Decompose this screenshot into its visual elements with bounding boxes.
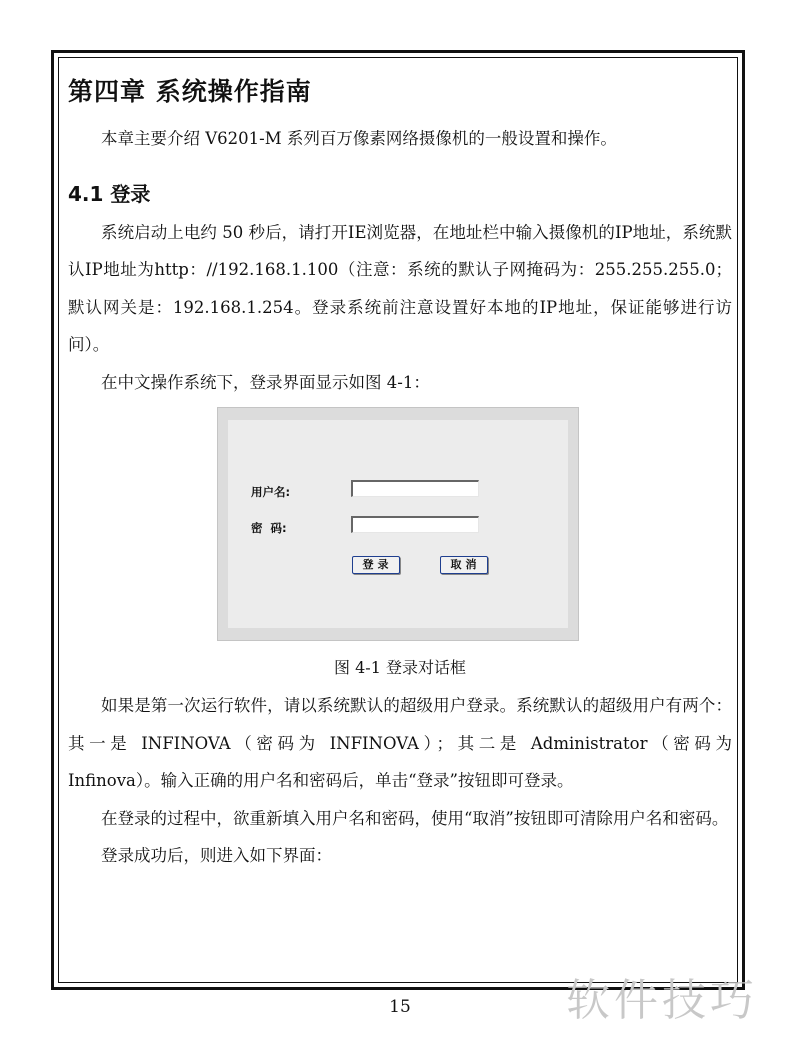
password-label: 密 码: [251,521,287,535]
after-login-paragraph: 登录成功后，则进入如下界面： [101,846,332,865]
watermark-text: 软件技巧 [566,975,758,1026]
figure-intro-paragraph: 在中文操作系统下，登录界面显示如图 4-1： [101,372,430,392]
login-dialog-panel [228,420,568,628]
figure-login-dialog [68,407,732,653]
page-number: 15 [389,997,411,1017]
username-label: 用户名: [251,485,291,499]
login-dialog [217,407,579,641]
login-instructions-paragraph: 系统启动上电约 50 秒后，请打开IE浏览器，在地址栏中输入摄像机的IP地址，系统默认IP地址为http：//192.168.1.100（注意：系统的默认子网掩码为：255.255.255.0；默认网关是：192.168.1.254。登录系统前注意设置好本地的IP地址，保证能够进行访问）。 [68,222,732,354]
chapter-title: 第四章 系统操作指南 [68,77,312,106]
page-content [68,60,732,875]
username-input[interactable] [351,480,479,497]
cancel-info-paragraph: 在登录的过程中，欲重新填入用户名和密码，使用“取消”按钮即可清除用户名和密码。 [101,808,729,828]
cancel-button[interactable]: 取消 [440,556,488,574]
section-title: 4.1 登录 [68,181,151,206]
default-users-paragraph: 如果是第一次运行软件，请以系统默认的超级用户登录。系统默认的超级用户有两个：其一是 INFINOVA（密码为 INFINOVA）；其二是 Administrator（密码为 Infinova）。输入正确的用户名和密码后，单击“登录”按钮即可登录。 [68,696,732,790]
intro-paragraph: 本章主要介绍 V6201-M 系列百万像素网络摄像机的一般设置和操作。 [101,129,617,148]
password-input[interactable] [351,516,479,533]
login-button[interactable]: 登录 [352,556,400,574]
figure-caption: 图 4-1 登录对话框 [334,658,466,677]
